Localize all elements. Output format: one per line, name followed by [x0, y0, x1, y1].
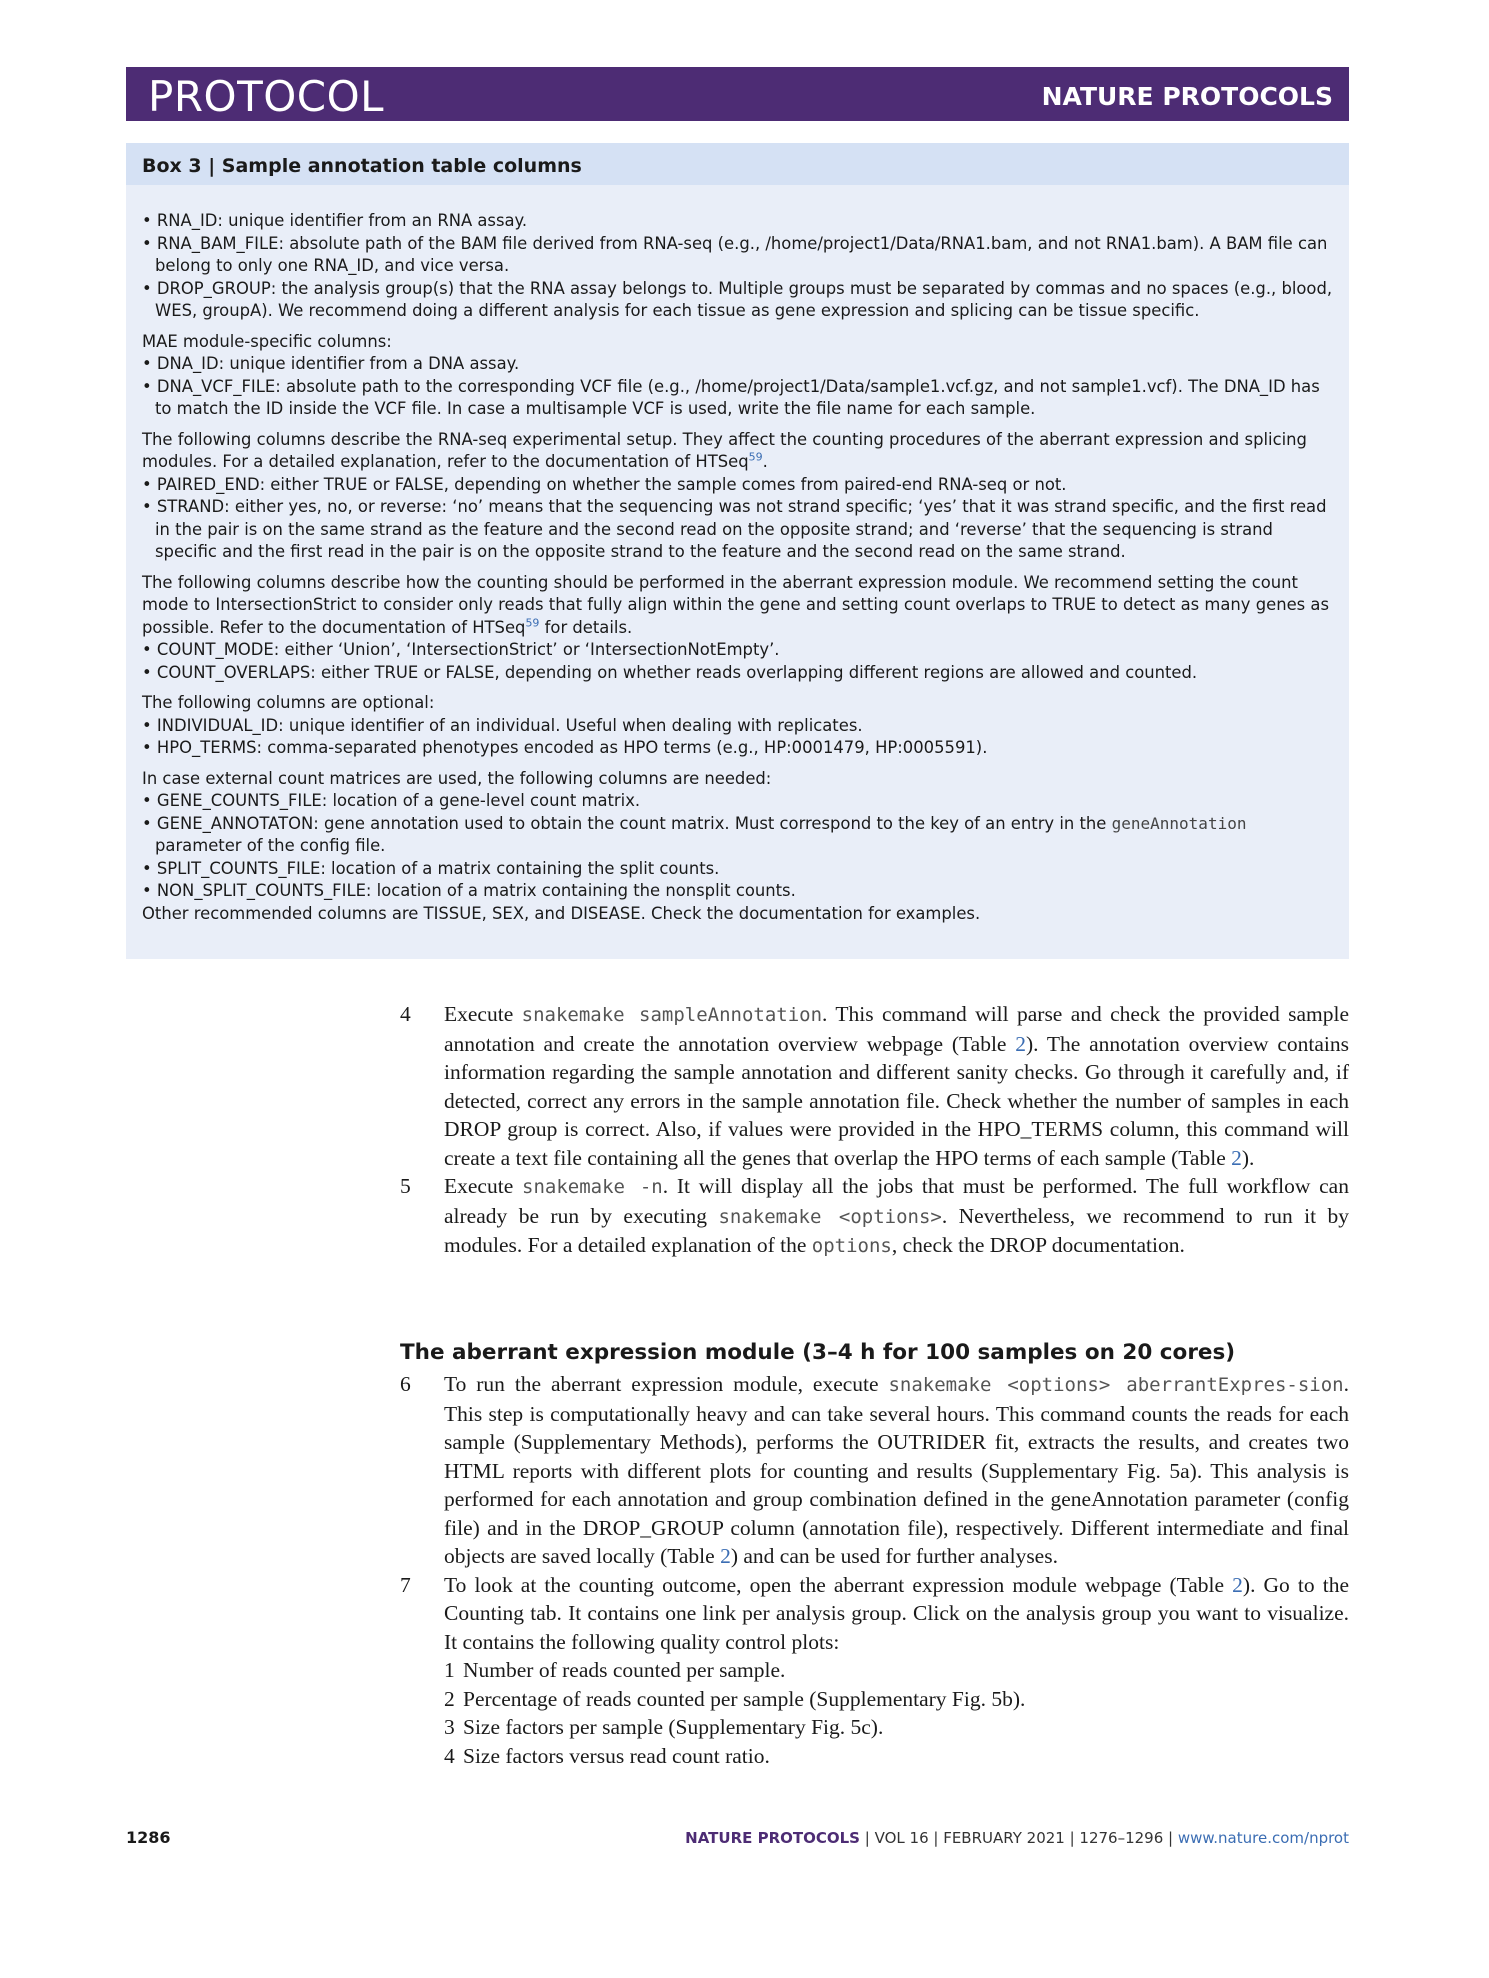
citation-ref: 59	[525, 616, 540, 630]
footer-journal: NATURE PROTOCOLS	[685, 1829, 860, 1847]
step-7: 7 To look at the counting outcome, open the aberrant expression module webpage (Table 2). Go to the Counting tab. It contains one link per analysis group. Click on the analysis group you want to visualize. It contains the following quality control plots: 1 Number of reads counted per sample. 2 Percentage of reads counted per sample (Supplementary Fig. 5b). 3 Size factors per sample (Supplementary Fig. 5c). 4 Size factors versus read count ratio.	[400, 1571, 1349, 1771]
list-item: • PAIRED_END: either TRUE or FALSE, depending on whether the sample comes from paired-end RNA-seq or not.	[142, 474, 1067, 494]
step-6: 6 To run the aberrant expression module, execute snakemake <options> aberrantExpres-sion. This step is computationally heavy and can take several hours. This command counts the reads for each sample (Supplementary Methods), performs the OUTRIDER fit, extracts the results, and creates two HTML reports with different plots for counting and results (Supplementary Fig. 5a). This analysis is performed for each annotation and group combination defined in the geneAnnotation parameter (config file) and in the DROP_GROUP column (annotation file), respectively. Different intermediate and final objects are saved locally (Table 2) and can be used for further analyses.	[400, 1372, 1349, 1568]
section-label: PROTOCOL	[148, 72, 385, 121]
list-item: • COUNT_MODE: either ‘Union’, ‘IntersectionStrict’ or ‘IntersectionNotEmpty’.	[142, 640, 780, 659]
list-item: 1 Number of reads counted per sample.	[444, 1658, 786, 1682]
journal-name: NATURE PROTOCOLS	[1041, 82, 1333, 111]
list-item: 3 Size factors per sample (Supplementary Fig. 5c).	[444, 1715, 884, 1739]
list-item: • SPLIT_COUNTS_FILE: location of a matrix containing the split counts.	[142, 858, 720, 878]
list-item: • DROP_GROUP: the analysis group(s) that the RNA assay belongs to. Multiple groups must be separated by commas and no spaces (e.g., blood, WES, groupA). We recommend doing a different analysis for each tissue as gene expression and splicing can be tissue specific.	[142, 278, 1333, 320]
box-body	[126, 185, 1349, 925]
list-item: 4 Size factors versus read count ratio.	[444, 1743, 770, 1768]
setup-intro: The following columns describe the RNA-seq experimental setup. They affect the counting procedures of the aberrant expression and splicing modules. For a detailed explanation, refer to the documentation of HTSeq$^{59}$.	[142, 429, 1307, 471]
list-item: 2 Percentage of reads counted per sample (Supplementary Fig. 5b).	[444, 1686, 1026, 1711]
box-3	[126, 143, 1349, 959]
page-header	[126, 67, 1349, 121]
list-item: • RNA_ID: unique identifier from an RNA assay.	[142, 211, 528, 230]
closing-note: Other recommended columns are TISSUE, SEX, and DISEASE. Check the documentation for examples.	[142, 903, 981, 923]
list-item: • STRAND: either yes, no, or reverse: ‘no’ means that the sequencing was not strand specific; ‘yes’ that it was strand specific, and the first read in the pair is on the same strand as the feature and the second read on the opposite strand; and ‘reverse’ that the sequencing is strand specific and the first read in the pair is on the opposite strand to the feature and the second read on the same strand.	[142, 497, 1327, 561]
step-5: 5 Execute snakemake -n. It will display all the jobs that must be performed. The full workflow can already be run by executing snakemake <options>. Nevertheless, we recommend to run it by modules. For a detailed explanation of the options, check the DROP documentation.	[400, 1174, 1350, 1257]
mae-intro: MAE module-specific columns:	[142, 331, 392, 351]
list-item: • DNA_ID: unique identifier from a DNA assay.	[142, 354, 520, 373]
page-number: 1286	[126, 1828, 171, 1847]
steps-4-5	[400, 1000, 1349, 1261]
optional-intro: The following columns are optional:	[142, 693, 435, 712]
list-item: • GENE_ANNOTATON: gene annotation used to obtain the count matrix. Must correspond to the key of an entry in the geneAnnotation parameter of the config file.	[142, 813, 1247, 855]
step-4: 4 Execute snakemake sampleAnnotation. This command will parse and check the provided sample annotation and create the annotation overview webpage (Table 2). The annotation overview contains information regarding the sample annotation and different sanity checks. Go through it carefully and, if detected, correct any errors in the sample annotation file. Check whether the number of samples in each DROP group is correct. Also, if values were provided in the HPO_TERMS column, this command will create a text file containing all the genes that overlap the HPO terms of each sample (Table 2).	[400, 1002, 1349, 1170]
list-item: • INDIVIDUAL_ID: unique identifier of an individual. Useful when dealing with replicates.	[142, 715, 863, 735]
steps-6-7	[400, 1370, 1349, 1770]
citation-ref: 59	[748, 450, 763, 464]
count-intro: The following columns describe how the counting should be performed in the aberrant expression module. We recommend setting the count mode to IntersectionStrict to consider only reads that fully align within the gene and setting count overlaps to TRUE to detect as many genes as possible. Refer to the documentation of HTSeq$^{59}$ for details.	[142, 572, 1330, 637]
list-item: • COUNT_OVERLAPS: either TRUE or FALSE, depending on whether reads overlapping different regions are allowed and counted.	[142, 662, 1198, 682]
footer-citation: NATURE PROTOCOLS | VOL 16 | FEBRUARY 2021 | 1276–1296 | www.nature.com/nprot	[685, 1829, 1349, 1847]
list-item: • NON_SPLIT_COUNTS_FILE: location of a matrix containing the nonsplit counts.	[142, 881, 796, 900]
box-title: Box 3 | Sample annotation table columns	[126, 143, 1349, 185]
section-heading: The aberrant expression module (3–4 h for 100 samples on 20 cores)	[400, 1340, 1236, 1365]
external-intro: In case external count matrices are used, the following columns are needed:	[142, 768, 772, 788]
list-item: • DNA_VCF_FILE: absolute path to the corresponding VCF file (e.g., /home/project1/Data/sample1.vcf.gz, and not sample1.vcf). The DNA_ID has to match the ID inside the VCF file. In case a multisample VCF is used, write the file name for each sample.	[142, 376, 1320, 418]
list-item: • GENE_COUNTS_FILE: location of a gene-level count matrix.	[142, 791, 641, 810]
list-item: • RNA_BAM_FILE: absolute path of the BAM file derived from RNA-seq (e.g., /home/project1/Data/RNA1.bam, and not RNA1.bam). A BAM file can belong to only one RNA_ID, and vice versa.	[142, 233, 1328, 275]
journal-link[interactable]: www.nature.com/nprot	[1177, 1829, 1349, 1847]
list-item: • HPO_TERMS: comma-separated phenotypes encoded as HPO terms (e.g., HP:0001479, HP:0005591).	[142, 738, 988, 757]
